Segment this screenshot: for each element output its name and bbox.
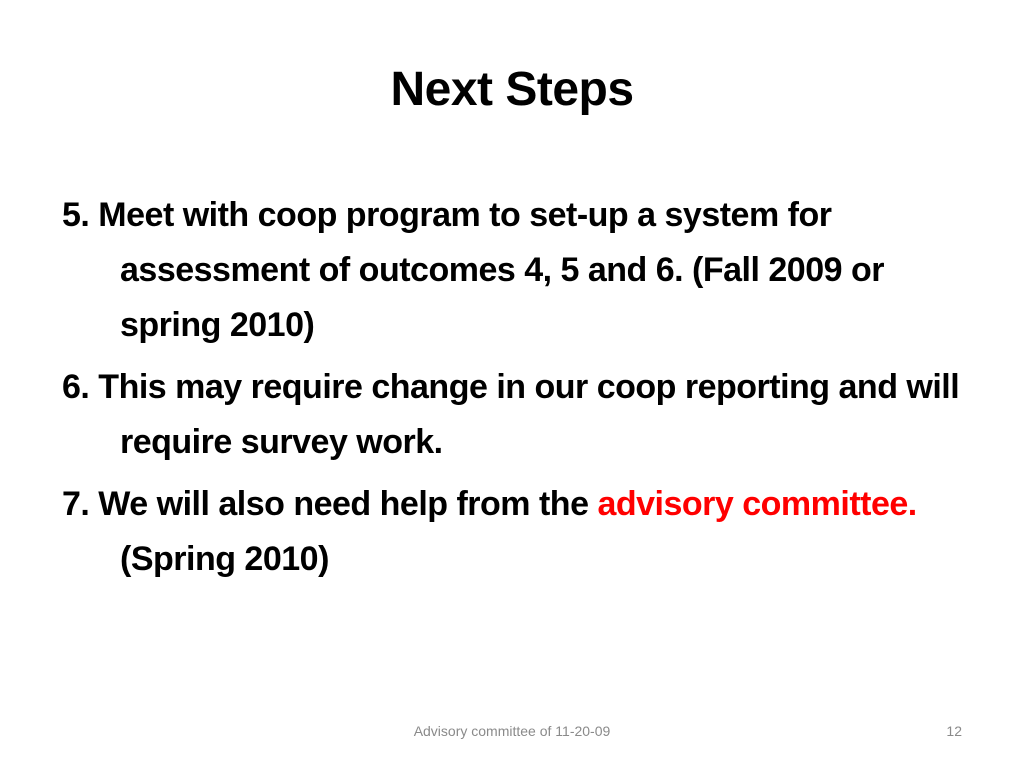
step-6-item (62, 360, 962, 470)
slide-footer: Advisory committee of 11-20-09 (413, 723, 611, 739)
step-7-item (62, 477, 962, 587)
step-5-item (62, 188, 962, 353)
page-number: 12 (946, 723, 962, 739)
step-7-text-before: 7. We will also need help from the (62, 485, 598, 523)
step-6-text: 6. This may require change in our coop reporting and will require survey work. (62, 368, 960, 461)
slide-title: Next Steps (390, 63, 634, 116)
advisory-committee-highlight: advisory committee. (597, 485, 917, 523)
step-5-text: 5. Meet with coop program to set-up a system for assessment of outcomes 4, 5 and 6. (Fall 2009 or spring 2010) (62, 196, 884, 344)
next-steps-list (62, 188, 962, 594)
step-7-text-after: (Spring 2010) (120, 540, 329, 578)
